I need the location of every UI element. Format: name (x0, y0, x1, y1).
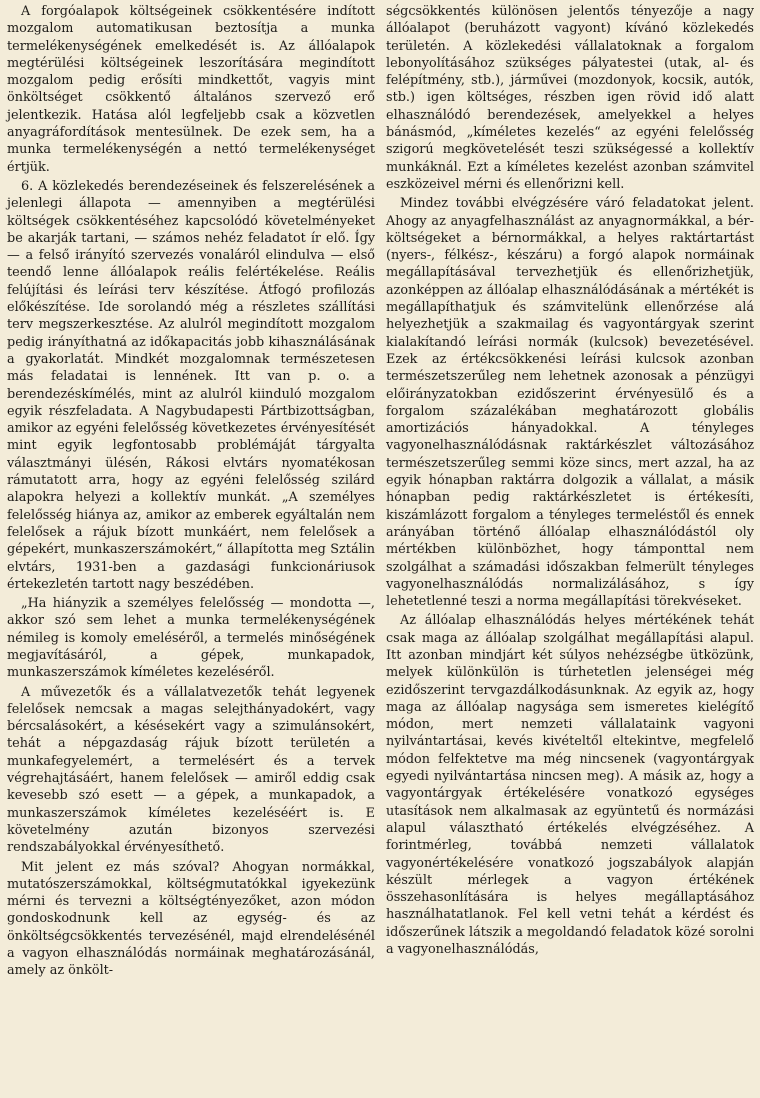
left-column (7, 3, 375, 1098)
paragraph-continuation: ségcsökkentés különösen jelentős tényezője a nagy állóalapot (beruházott vagyont) kívánó közlekedés területén. A közlekedési vállalatoknak a forgalom lebonyolításához szükséges pályatestei (utak, al- és felépítmény, stb.), járművei (mozdonyok, kocsik, autók, stb.) igen költséges, részben igen rövid idő alatt elhasználódó berendezések, amelyekkel a helyes bánásmód, „kíméletes kezelés“ az egyéni felelősség szigorú megkövetelését teszi szükségessé a kollektív munkáknál. Ezt a kíméletes kezelést azonban számvitel eszközeivel mérni és ellenőrizni kell. (386, 4, 754, 192)
paragraph-further-tasks: Mindez további elvégzésére váró feladatokat jelent. Ahogy az anyagfelhasználást az anyagnormákkal, a bér-költségeket a bérnormákkal, a helyes raktártartást (nyers-, félkész-, készáru) a forgó alapok normáinak megállapításával tervezhetjük és ellenőrizhetjük, azonképpen az állóalap elhasználódásának a mértékét is megállapíthatjuk és számvitelünk ellenőrzése alá helyezhetjük a szakmailag és vagyontárgyak szerint kialakítandó leírási normák (kulcsok) bevezetésével. Ezek az értékcsökkenési leírási kulcsok azonban természetszerűleg nem lehetnek azonosak a pénzügyi előirányzatokban ezidőszerint érvényesülő és a forgalom százalékában meghatározott globális amortizációs hányadokkal. A tényleges vagyonelhasználódásnak raktárkészlet változásához természetszerűleg semmi köze sincs, mert azzal, ha az egyik hónapban raktárra dolgozik a vállalat, a másik hónapban pedig raktárkészletet is értékesíti, kiszámlázott forgalom a tényleges termeléstől és ennek arányában történő állóalap elhasználódástól oly mértékben különbözhet, hogy támponttal nem szolgálhat a számadási időszakban felmerült tényleges vagyonelhasználódás normalizálásához, s így lehetetlenné teszi a norma megállapítási törekvéseket. (386, 196, 754, 610)
paragraph-transport-equipment: 6. A közlekedés berendezéseinek és felszerelésének a jelenlegi állapota — amennyiben a megtérülési költségek csökkentéséhez kapcsolódó követelményeket be akarják tartani, — számos nehéz feladatot ír elő. Így — a felső irányító szervezés vonaláról elindulva — első teendő lenne állóalapok reális felértékelése. Reális felújítási és leírási terv készítése. Átfogó profilozás előkészítése. Ide sorolandó még a részletes szállítási terv megszerkesztése. Az alulról megindított mozgalom pedig irányíthatná az időkapacitás jobb kihasználásának a gyakorlatát. Mindkét mozgalomnak természetesen más feladatai is lennének. Itt van p. o. a berendezéskímélés, mint az alulról kiinduló mozgalom egyik részfeladata. A Nagybudapesti Pártbizottságban, amikor az egyéni felelősség következetes érvényesítését mint egyik legfontosabb problémáját tárgyalta választmányi ülésén, Rákosi elvtárs nyomatékosan rámutatott arra, hogy az egyéni felelősség szilárd alapokra helyezi a kollektív munkát. „A személyes felelősség hiánya az, amikor az emberek egyáltalán nem felelősek a rájuk bízott munkáért, nem felelősek a gépekért, munkaszerszámokért,“ állapította meg Sztálin elvtárs, 1931-ben a gazdasági funkcionáriusok értekezletén tartott nagy beszédében. (7, 178, 375, 592)
right-column (386, 3, 754, 1098)
paragraph-other-words: Mit jelent ez más szóval? Ahogyan normákkal, mutatószerszámokkal, költségmutatókkal igyekezünk mérni és tervezni a költségtényezőket, azon módon gondoskodnunk kell az egység- és az önköltségcsökkentés tervezésénél, majd elrendelésénél a vagyon elhasználódás normáinak meghatározásánál, amely az önkölt- (7, 859, 375, 979)
paragraph-depreciation-measure: Az állóalap elhasználódás helyes mértékének tehát csak maga az állóalap szolgálhat megállapítási alapul. Itt azonban mindjárt két súlyos nehézségbe ütközünk, melyek különkülön is túrhetetlen jelenségei még ezidőszerint tervgazdálkodásunknak. Az egyik az, hogy maga az állóalap nagysága sem ismeretes kielégítő módon, mert nemzeti vállalataink vagyoni nyilvántartásai, kevés kivételtől eltekintve, megfelelő módon felfektetve ma még nincsenek (vagyontárgyak egyedi nyilvántartása nincsen meg). A másik az, hogy a vagyontárgyak értékelésére vonatkozó egységes utasítások nem alkalmasak az együntetű és normázási alapul választható értékelés elvégzéséhez. A forintmérleg, továbbá nemzeti vállalatok vagyonértékelésére vonatkozó jogszabályok alapján készült mérlegek a vagyon értékének összehasonlítására is helyes megállaptásához használhatatlanok. Fel kell vetni tehát a kérdést és időszerűnek látszik a megoldandó feladatok közé sorolni a vagyonelhasználódás, (386, 613, 754, 958)
paragraph-managers: A művezetők és a vállalatvezetők tehát legyenek felelősek nemcsak a magas selejthányadokért, vagy bércsalásokért, a késésekért vagy a szimulánsokért, tehát a népgazdaság rájuk bízott területén a munkafegyelemért, a termelésért és a tervek végrehajtásáért, hanem felelősek — amiről eddig csak kevesebb szó esett — a gépek, a munkapadok, a munkaszerszámok kíméletes kezeléséért is. E követelmény azután bizonyos szervezési rendszabályokkal érvényesíthető. (7, 684, 375, 856)
paragraph-cost-reduction: A forgóalapok költségeinek csökkentésére indított mozgalom automatikusan beztosítja a munka termelékenységének emelkedését is. Az állóalapok megtérülési költségeinek leszorítására megindított mozgalom pedig erősíti mindkettőt, vagyis mint önköltséget csökkentő általános szervező erő jelentkezik. Hatása alól legfeljebb csak a közvetlen anyagráfordítások mentesülnek. De ezek sem, ha a munka termelékenységén a nettó termelékenységet értjük. (7, 4, 375, 175)
paragraph-quote-responsibility: „Ha hiányzik a személyes felelősség — mondotta —, akkor szó sem lehet a munka termelékenységének némileg is komoly emeléséről, a termelés minőségének megjavításáról, a gépek, munkapadok, munkaszerszámok kíméletes kezeléséről. (7, 596, 375, 681)
